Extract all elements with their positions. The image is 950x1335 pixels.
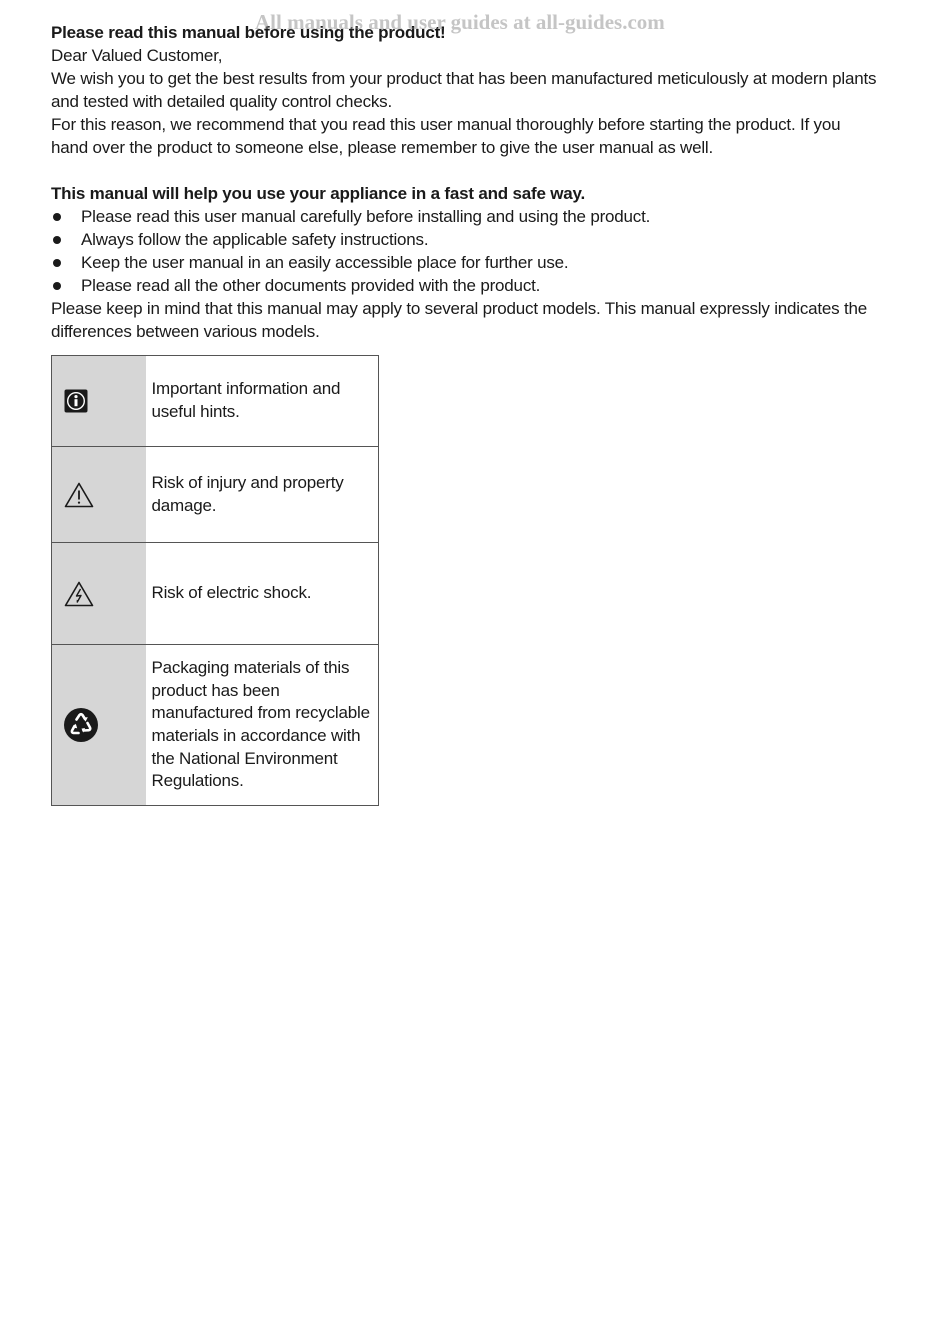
table-icon-cell xyxy=(52,543,146,645)
bullet-icon xyxy=(53,236,61,244)
warning-triangle-icon xyxy=(64,482,146,508)
table-icon-cell xyxy=(52,645,146,806)
table-row xyxy=(52,447,379,543)
list-item-text: Keep the user manual in an easily accessible place for further use. xyxy=(81,253,569,272)
table-text-cell: Risk of injury and property damage. xyxy=(146,447,379,543)
table-row xyxy=(52,645,379,806)
table-text-cell: Packaging materials of this product has been manufactured from recyclable materials in accordance with the National Environment Regulations. xyxy=(146,645,379,806)
table-icon-cell xyxy=(52,356,146,447)
recycle-icon xyxy=(64,708,146,742)
list-item-text: Always follow the applicable safety instructions. xyxy=(81,230,429,249)
table-icon-cell xyxy=(52,447,146,543)
list-item xyxy=(51,274,881,297)
list-item-text: Please read all the other documents provided with the product. xyxy=(81,276,541,295)
page-heading: Please read this manual before using the product! xyxy=(51,23,446,42)
electric-shock-icon xyxy=(64,581,146,607)
table-row xyxy=(52,543,379,645)
greeting: Dear Valued Customer, xyxy=(51,46,223,65)
intro-paragraph-1: We wish you to get the best results from your product that has been manufactured meticulously at modern plants and tested with detailed quality control checks. xyxy=(51,69,877,111)
table-row xyxy=(52,356,379,447)
symbols-table xyxy=(51,355,379,806)
list-item xyxy=(51,228,881,251)
intro-paragraph-2: For this reason, we recommend that you read this user manual thoroughly before starting the product. If you hand over the product to someone else, please remember to give the user manual as well. xyxy=(51,115,841,157)
table-text-cell: Important information and useful hints. xyxy=(146,356,379,447)
bullet-list xyxy=(51,205,881,297)
models-note: Please keep in mind that this manual may apply to several product models. This manual expressly indicates the differences between various models. xyxy=(51,299,868,341)
section-heading: This manual will help you use your appliance in a fast and safe way. xyxy=(51,184,586,203)
table-text-cell: Risk of electric shock. xyxy=(146,543,379,645)
bullet-icon xyxy=(53,282,61,290)
spacer xyxy=(51,159,881,182)
list-item xyxy=(51,251,881,274)
bullet-icon xyxy=(53,259,61,267)
info-icon xyxy=(64,389,146,413)
list-item-text: Please read this user manual carefully before installing and using the product. xyxy=(81,207,651,226)
manual-page xyxy=(51,21,881,806)
bullet-icon xyxy=(53,213,61,221)
watermark: All manuals and user guides at all-guides.com xyxy=(255,10,665,34)
list-item xyxy=(51,205,881,228)
